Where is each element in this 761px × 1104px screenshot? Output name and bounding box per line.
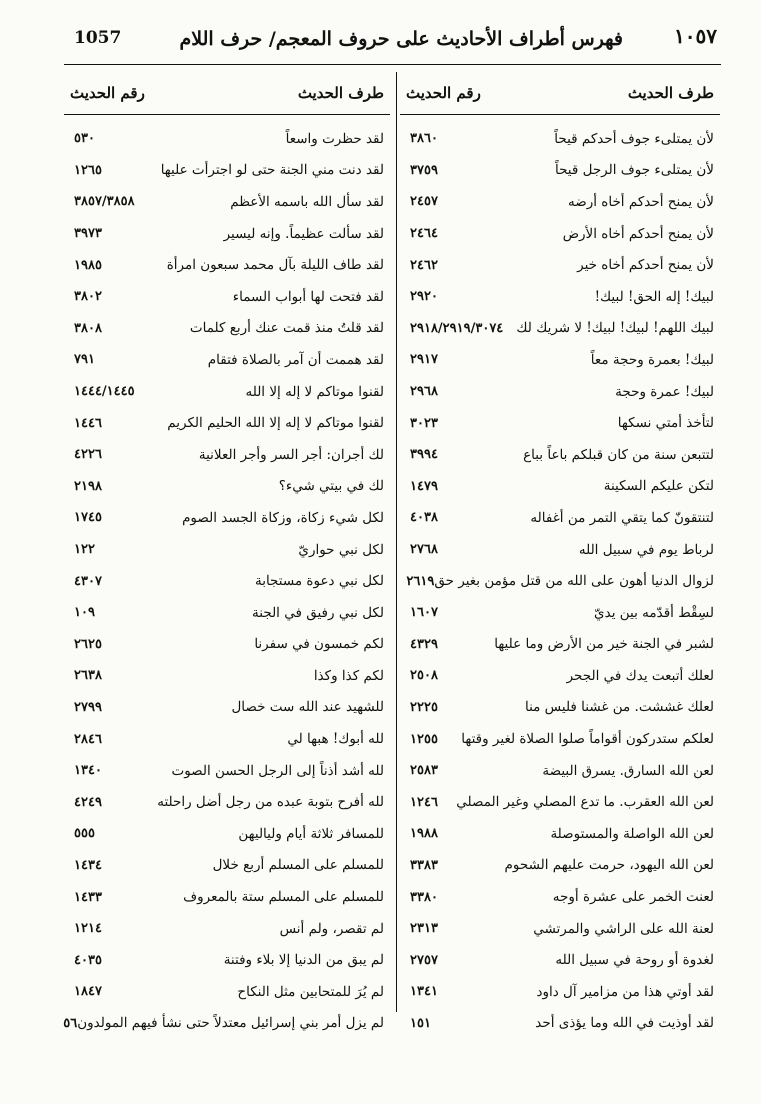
list-item: [400, 850, 720, 882]
list-item: [400, 155, 720, 187]
hadith-text: لأن يمنح أحدكم أخاه خير: [577, 257, 714, 274]
list-item: [400, 976, 720, 1008]
hadith-number: ٣٣٨٠: [410, 889, 438, 905]
hadith-text: لسِقْط أقدّمه بين يديّ: [594, 604, 714, 621]
list-item: [400, 881, 720, 913]
hadith-text: لتنتقونّ كما يتقي التمر من أغفاله: [530, 509, 714, 526]
hadith-text: لله أفرح بتوبة عبده من رجل أضل راحلته: [157, 794, 384, 811]
hadith-number: ٣٨٦٠: [410, 131, 438, 147]
hadith-number: ١٧٤٥: [74, 510, 102, 526]
hadith-text: لأن يمنح أحدكم أخاه أرضه: [568, 193, 714, 210]
hadith-text: لقد سألت عظيماً. وإنه ليسير: [223, 225, 384, 242]
hadith-text: لكل شيء زكاة، وزكاة الجسد الصوم: [182, 509, 384, 526]
list-item: [64, 344, 390, 376]
hadith-text: لرباط يوم في سبيل الله: [578, 541, 714, 558]
list-item: [64, 218, 390, 250]
column-header-rule: [400, 114, 720, 115]
hadith-number: ١٤٤٤/١٤٤٥: [74, 384, 135, 400]
list-item: [400, 534, 720, 566]
hadith-text: لم يُرَ للمتحابين مثل النكاح: [237, 983, 384, 1000]
hadith-text: لك في بيتي شيء؟: [278, 478, 384, 495]
hadith-text: لم تقصر، ولم أنس: [279, 920, 384, 937]
hadith-text: لتتبعن سنة من كان قبلكم باعاً بباع: [523, 446, 714, 463]
number-label: رقم الحديث: [406, 84, 481, 102]
hadith-number: ١٣٤١: [410, 984, 438, 1000]
list-item: [400, 818, 720, 850]
hadith-label: طرف الحديث: [627, 84, 714, 102]
hadith-number: ١٠٩: [74, 605, 95, 621]
page-number-arabic: ١٠٥٧: [674, 24, 717, 48]
hadith-text: لبيك! إله الحق! لبيك!: [594, 288, 714, 305]
list-item: [400, 502, 720, 534]
list-item: [64, 660, 390, 692]
hadith-number: ١٢٦٥: [74, 162, 102, 178]
list-item: [400, 439, 720, 471]
hadith-number: ٤٣٠٧: [74, 573, 102, 589]
list-item: [64, 186, 390, 218]
hadith-text: لله أشد أذناً إلى الرجل الحسن الصوت: [171, 762, 384, 779]
hadith-text: للمسلم على المسلم ستة بالمعروف: [183, 889, 384, 906]
hadith-text: لقد دنت مني الجنة حتى لو اجترأت عليها: [160, 162, 384, 179]
hadith-text: لقنوا موتاكم لا إله إلا الله: [245, 383, 384, 400]
list-item: [64, 123, 390, 155]
hadith-number: ١٤٧٩: [410, 478, 438, 494]
hadith-text: لعنت الخمر على عشرة أوجه: [552, 889, 714, 906]
hadith-text: لعن الله العقرب. ما تدع المصلي وغير المصلي: [456, 794, 714, 811]
page-number-latin: 1057: [74, 28, 122, 48]
list-item: [64, 534, 390, 566]
hadith-text: لم يزل أمر بني إسرائيل معتدلاً حتى نشأ فيهم المولدون: [77, 1015, 384, 1032]
list-item: [400, 786, 720, 818]
list-item: [400, 660, 720, 692]
column-header: [64, 80, 390, 114]
column-header-rule: [64, 114, 390, 115]
list-item: [64, 376, 390, 408]
hadith-text: لم يبق من الدنيا إلا بلاء وفتنة: [223, 952, 384, 969]
hadith-number: ٣٧٥٩: [410, 162, 438, 178]
list-item: [400, 723, 720, 755]
hadith-text: لقد فتحت لها أبواب السماء: [232, 288, 384, 305]
hadith-text: لشبر في الجنة خير من الأرض وما عليها: [494, 636, 714, 653]
hadith-text: لعن الله السارق. يسرق البيضة: [542, 762, 714, 779]
hadith-text: للمسلم على المسلم أربع خلال: [212, 857, 384, 874]
list-item: [400, 755, 720, 787]
list-item: [64, 818, 390, 850]
hadith-number: ٤٢٤٩: [74, 794, 102, 810]
hadith-text: لعنة الله على الراشي والمرتشي: [533, 920, 714, 937]
hadith-number: ١٨٤٧: [74, 984, 102, 1000]
hadith-number: ٢٣١٣: [410, 921, 438, 937]
list-item: [400, 944, 720, 976]
hadith-number: ٤٣٢٩: [410, 636, 438, 652]
list-item: [64, 597, 390, 629]
list-item: [400, 629, 720, 661]
list-item: [64, 913, 390, 945]
list-item: [64, 976, 390, 1008]
hadith-number: ٣٨٥٧/٣٨٥٨: [74, 194, 135, 210]
hadith-number: ٢٩١٨/٢٩١٩/٣٠٧٤: [410, 320, 504, 336]
hadith-text: لبيك اللهم! لبيك! لبيك! لا شريك لك: [516, 320, 714, 337]
hadith-text: لكل نبي رفيق في الجنة: [252, 604, 384, 621]
list-item: [400, 281, 720, 313]
hadith-number: ٤٠٣٥: [74, 952, 102, 968]
list-item: [400, 123, 720, 155]
list-item: [64, 407, 390, 439]
hadith-text: لأن يمنح أحدكم أخاه الأرض: [562, 225, 714, 242]
header-rule: [64, 64, 721, 65]
hadith-label: طرف الحديث: [297, 84, 384, 102]
hadith-number: ٣٨٠٢: [74, 289, 102, 305]
hadith-number: ٢٤٦٤: [410, 226, 438, 242]
hadith-text: لتكن عليكم السكينة: [603, 478, 714, 495]
list-item: [400, 692, 720, 724]
hadith-text: لغدوة أو روحة في سبيل الله: [555, 952, 714, 969]
hadith-number: ٢٦٢٥: [74, 636, 102, 652]
hadith-text: لله أبوك! هبها لي: [287, 731, 384, 748]
hadith-number: ٢٨٤٦: [74, 731, 102, 747]
page-header: [0, 0, 761, 70]
list-item: [400, 471, 720, 503]
hadith-text: لأن يمتلىء جوف الرجل قيحاً: [554, 162, 714, 179]
hadith-text: لعلكم ستدركون أقواماً صلوا الصلاة لغير وقتها: [461, 731, 714, 748]
list-item: [400, 249, 720, 281]
hadith-text: لعلك أتبعت يدك في الجحر: [566, 667, 714, 684]
hadith-number: ١٢٢: [74, 542, 95, 558]
hadith-number: ٢٢٢٥: [410, 699, 438, 715]
hadith-number: ٥٣٠: [74, 131, 95, 147]
hadith-number: ٢٦٣٨: [74, 668, 102, 684]
hadith-text: للشهيد عند الله ست خصال: [231, 699, 384, 716]
list-item: [400, 186, 720, 218]
list-item: [64, 313, 390, 345]
list-item: [64, 723, 390, 755]
hadith-text: لعن الله الواصلة والمستوصلة: [550, 825, 714, 842]
hadith-number: ٣٩٩٤: [410, 447, 438, 463]
hadith-number: ٣٩٧٣: [74, 226, 102, 242]
list-item: [64, 565, 390, 597]
list-item: [64, 281, 390, 313]
list-item: [64, 1008, 390, 1040]
index-list: [64, 123, 390, 1039]
index-column-right: [400, 80, 720, 1039]
hadith-text: لعلك غششت. من غشنا فليس منا: [524, 699, 714, 716]
hadith-number: ١٢٤٦: [410, 794, 438, 810]
page-title: فهرس أطراف الأحاديث على حروف المعجم/ حرف اللام: [179, 28, 623, 50]
hadith-text: لك أجران: أجر السر وأجر العلانية: [198, 446, 384, 463]
list-item: [400, 344, 720, 376]
index-column-left: [64, 80, 390, 1039]
hadith-number: ٥٥٥: [74, 826, 95, 842]
hadith-number: ١٣٤٠: [74, 763, 102, 779]
hadith-text: لزوال الدنيا أهون على الله من قتل مؤمن بغير حق: [434, 573, 714, 590]
hadith-text: لقد حظرت واسعاً: [285, 130, 384, 147]
list-item: [400, 597, 720, 629]
hadith-number: ١٩٨٥: [74, 257, 102, 273]
hadith-number: ٢٥٠٨: [410, 668, 438, 684]
list-item: [64, 850, 390, 882]
hadith-number: ٢٤٦٢: [410, 257, 438, 273]
hadith-number: ١٤٤٦: [74, 415, 102, 431]
list-item: [400, 565, 720, 597]
hadith-number: ٢٦١٩: [406, 573, 435, 589]
hadith-text: لكل نبي حواريّ: [298, 541, 384, 558]
hadith-number: ٣٣٨٣: [410, 857, 438, 873]
hadith-number: ١٩٨٨: [410, 826, 438, 842]
hadith-number: ١٢٥٥: [410, 731, 438, 747]
list-item: [64, 439, 390, 471]
list-item: [64, 471, 390, 503]
hadith-number: ٢٧٩٩: [74, 699, 102, 715]
index-list: [400, 123, 720, 1039]
hadith-number: ١٢١٤: [74, 921, 102, 937]
list-item: [64, 249, 390, 281]
hadith-number: ٣٠٢٣: [410, 415, 438, 431]
hadith-text: لبيك! بعمرة وحجة معاً: [590, 351, 714, 368]
hadith-text: لتأخذ أمتي نسكها: [617, 415, 714, 432]
hadith-number: ٤٢٢٦: [74, 447, 102, 463]
list-item: [64, 786, 390, 818]
number-label: رقم الحديث: [70, 84, 145, 102]
list-item: [64, 755, 390, 787]
list-item: [400, 913, 720, 945]
hadith-text: لكم كذا وكذا: [313, 667, 384, 684]
list-item: [64, 881, 390, 913]
hadith-number: ٢١٩٨: [74, 478, 102, 494]
list-item: [400, 218, 720, 250]
hadith-text: لقد أوذيت في الله وما يؤذى أحد: [535, 1015, 714, 1032]
hadith-text: لقد قلتُ منذ قمت عنك أربع كلمات: [189, 320, 384, 337]
hadith-number: ٢٧٦٨: [410, 542, 438, 558]
hadith-text: لقد هممت أن آمر بالصلاة فتقام: [207, 351, 384, 368]
hadith-text: للمسافر ثلاثة أيام ولياليهن: [238, 825, 384, 842]
hadith-number: ٢٩٦٨: [410, 384, 438, 400]
hadith-number: ٢٤٥٧: [410, 194, 438, 210]
list-item: [400, 313, 720, 345]
hadith-number: ٢٥٨٣: [410, 763, 438, 779]
hadith-number: ٤٠٣٨: [410, 510, 438, 526]
list-item: [64, 629, 390, 661]
hadith-number: ٢٩١٧: [410, 352, 438, 368]
column-header: [400, 80, 720, 114]
hadith-text: لقد طاف الليلة بآل محمد سبعون امرأة: [166, 257, 384, 274]
list-item: [64, 944, 390, 976]
hadith-text: لعن الله اليهود، حرمت عليهم الشحوم: [504, 857, 714, 874]
list-item: [64, 155, 390, 187]
hadith-number: ٧٩١: [74, 352, 95, 368]
hadith-number: ٥٦: [63, 1015, 78, 1031]
hadith-text: لقد أوتي هذا من مزامير آل داود: [536, 983, 714, 1000]
column-divider: [396, 72, 397, 1012]
hadith-number: ٣٨٠٨: [74, 320, 102, 336]
hadith-number: ٢٩٢٠: [410, 289, 438, 305]
list-item: [400, 1008, 720, 1040]
hadith-text: لبيك! عمرة وحجة: [615, 383, 714, 400]
list-item: [64, 502, 390, 534]
hadith-number: ١٤٣٤: [74, 857, 102, 873]
hadith-number: ١٦٠٧: [410, 605, 438, 621]
hadith-number: ١٥١: [410, 1015, 431, 1031]
hadith-text: لكم خمسون في سفرنا: [254, 636, 384, 653]
hadith-number: ٢٧٥٧: [410, 952, 438, 968]
hadith-text: لكل نبي دعوة مستجابة: [254, 573, 384, 590]
list-item: [400, 376, 720, 408]
hadith-text: لقد سأل الله باسمه الأعظم: [230, 193, 384, 210]
hadith-text: لقنوا موتاكم لا إله إلا الله الحليم الكريم: [167, 415, 384, 432]
list-item: [64, 692, 390, 724]
list-item: [400, 407, 720, 439]
hadith-text: لأن يمتلىء جوف أحدكم قيحاً: [554, 130, 714, 147]
hadith-number: ١٤٣٣: [74, 889, 102, 905]
